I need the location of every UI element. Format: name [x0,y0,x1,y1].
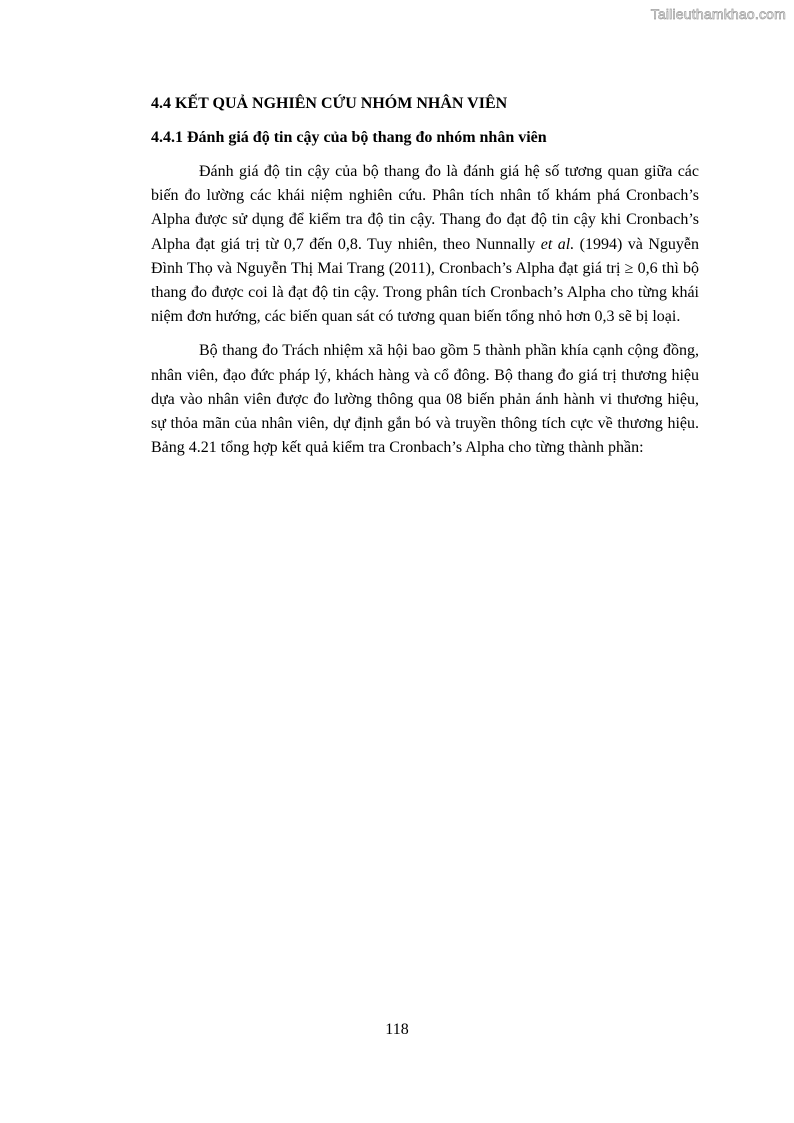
paragraph-text: Đánh giá độ tin cậy của bộ thang đo là đánh giá hệ số tương quan giữa các biến đo lường các khái niệm nghiên cứu. Phân tích nhân tố khám phá Cronbach’s Alpha được sử dụng để kiểm tra độ tin cậy. Thang đo đạt độ tin cậy khi Cronbach’s Alpha đạt giá trị từ 0,7 đến 0,8. Tuy nhiên, theo Nunnally [151,163,699,253]
section-heading: 4.4 KẾT QUẢ NGHIÊN CỨU NHÓM NHÂN VIÊN [151,95,508,112]
italic-et-al: et al. [540,235,575,253]
paragraph-reliability [151,160,699,329]
watermark-text: Tailieuthamkhao.com [650,6,786,22]
paragraph-scales: Bộ thang đo Trách nhiệm xã hội bao gồm 5 thành phần khía cạnh cộng đồng, nhân viên, đạo đức pháp lý, khách hàng và cổ đông. Bộ thang đo giá trị thương hiệu dựa vào nhân viên được đo lường thông qua 08 biến phản ánh hành vi thương hiệu, sự thỏa mãn của nhân viên, dự định gắn bó và truyền thông tích cực về thương hiệu. Bảng 4.21 tổng hợp kết quả kiểm tra Cronbach’s Alpha cho từng thành phần: [151,342,699,457]
document-body [151,92,699,470]
page-number: 118 [385,1021,409,1038]
subsection-heading: 4.4.1 Đánh giá độ tin cậy của bộ thang đo nhóm nhân viên [151,129,547,146]
paragraph-text: (1994) và Nguyễn Đình Thọ và Nguyễn Thị Mai Trang (2011), Cronbach’s Alpha đạt giá trị ≥ 0,6 thì bộ thang đo được coi là đạt độ tin cậy. Trong phân tích Cronbach’s Alpha cho từng khái niệm đơn hướng, các biến quan sát có tương quan biến tổng nhỏ hơn 0,3 sẽ bị loại. [151,235,699,326]
